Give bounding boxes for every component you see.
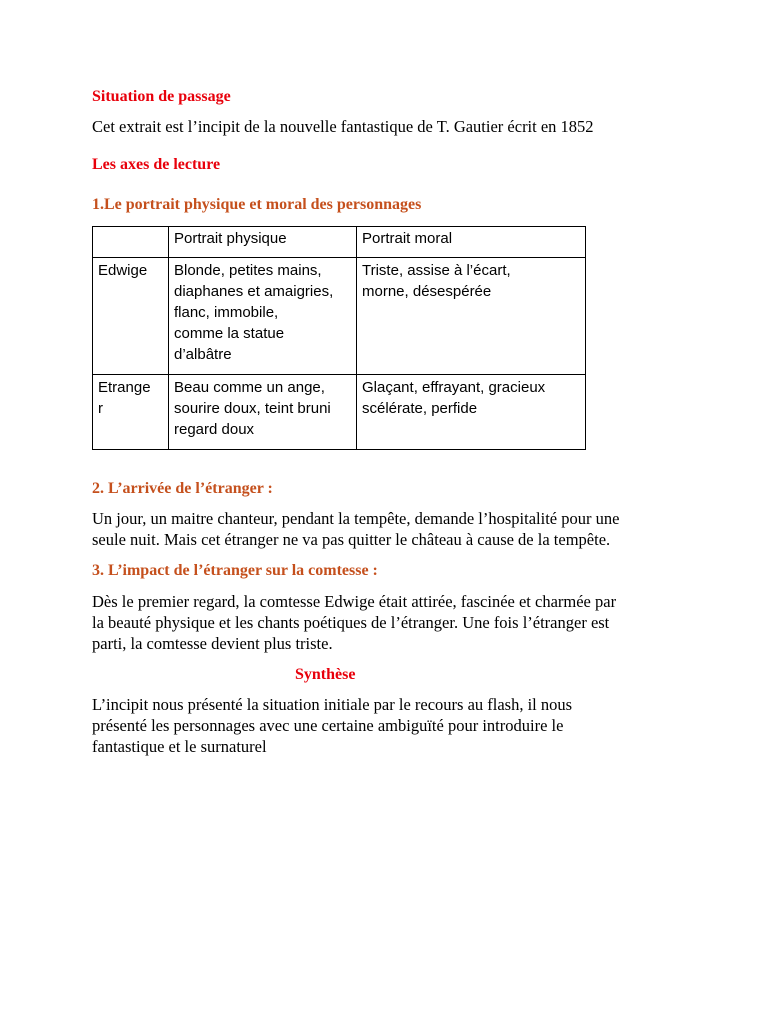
cell-line: Beau comme un ange, bbox=[174, 379, 325, 396]
synthese-heading: Synthèse bbox=[295, 666, 356, 683]
cell-line: Edwige bbox=[98, 262, 148, 279]
table-cell-name bbox=[93, 375, 169, 450]
cell-line: flanc, immobile, bbox=[174, 304, 279, 321]
section2-heading: 2. L’arrivée de l’étranger : bbox=[92, 480, 273, 497]
table-cell-physique bbox=[169, 375, 357, 450]
table-header-cell bbox=[93, 227, 169, 258]
situation-heading: Situation de passage bbox=[92, 88, 231, 105]
section1-heading: 1.Le portrait physique et moral des personnages bbox=[92, 196, 422, 213]
paragraph-line: Dès le premier regard, la comtesse Edwige était attirée, fascinée et charmée par bbox=[92, 592, 617, 611]
table-header-cell: Portrait moral bbox=[357, 227, 586, 258]
cell-line: scélérate, perfide bbox=[362, 400, 478, 417]
table-cell-name bbox=[93, 258, 169, 375]
synthese-paragraph bbox=[92, 695, 572, 757]
cell-line: diaphanes et amaigries, bbox=[174, 283, 334, 300]
paragraph-line: parti, la comtesse devient plus triste. bbox=[92, 633, 333, 653]
situation-text: Cet extrait est l’incipit de la nouvelle fantastique de T. Gautier écrit en 1852 bbox=[92, 117, 594, 136]
cell-line: Glaçant, effrayant, gracieux bbox=[362, 379, 546, 396]
section3-paragraph bbox=[92, 592, 616, 654]
cell-line: Blonde, petites mains, bbox=[174, 262, 322, 279]
cell-line: sourire doux, teint bruni bbox=[174, 400, 331, 417]
paragraph-line: Un jour, un maitre chanteur, pendant la tempête, demande l’hospitalité pour une bbox=[92, 509, 620, 528]
table-header-row bbox=[93, 227, 586, 258]
cell-line: Etrange bbox=[98, 379, 151, 396]
paragraph-line: L’incipit nous présenté la situation initiale par le recours au flash, il nous bbox=[92, 695, 573, 714]
table-cell-moral bbox=[357, 258, 586, 375]
paragraph-line: seule nuit. Mais cet étranger ne va pas quitter le château à cause de la tempête. bbox=[92, 529, 611, 549]
paragraph-line: fantastique et le surnaturel bbox=[92, 736, 267, 756]
paragraph-line: présenté les personnages avec une certaine ambiguïté pour introduire le bbox=[92, 715, 564, 735]
table-cell-physique bbox=[169, 258, 357, 375]
cell-line: morne, désespérée bbox=[362, 283, 492, 300]
portrait-table bbox=[92, 226, 586, 450]
cell-line: d’albâtre bbox=[174, 346, 232, 363]
table-cell-moral bbox=[357, 375, 586, 450]
section3-heading: 3. L’impact de l’étranger sur la comtesse : bbox=[92, 562, 378, 579]
table-row-etranger bbox=[93, 375, 586, 450]
axes-heading: Les axes de lecture bbox=[92, 156, 221, 173]
table-header-cell: Portrait physique bbox=[169, 227, 357, 258]
section2-paragraph bbox=[92, 509, 619, 551]
cell-line: comme la statue bbox=[174, 325, 285, 342]
cell-line: Triste, assise à l’écart, bbox=[362, 262, 511, 279]
paragraph-line: la beauté physique et les chants poétiques de l’étranger. Une fois l’étranger est bbox=[92, 612, 610, 632]
table-row-edwige bbox=[93, 258, 586, 375]
cell-line: regard doux bbox=[174, 421, 255, 438]
cell-line: r bbox=[98, 400, 103, 417]
